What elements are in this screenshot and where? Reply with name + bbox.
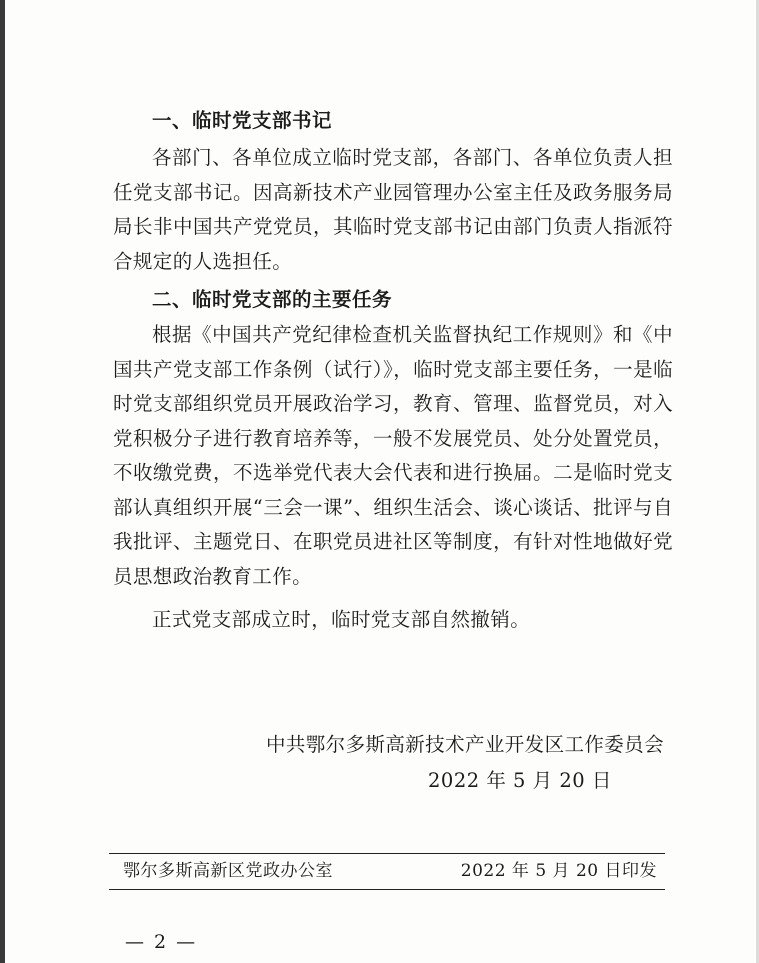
footer-top-rule — [109, 853, 665, 854]
section-heading-1: 一、临时党支部书记 — [152, 109, 333, 132]
section-2-closing-paragraph: 正式党支部成立时，临时党支部自然撤销。 — [152, 608, 531, 631]
section-1-paragraph: 各部门、各单位成立临时党支部，各部门、各单位负责人担任党支部书记。因高新技术产业园管理办公室主任及政务服务局局长非中国共产党党员，其临时党支部书记由部门负责人指派符合规定的人选担任。 — [113, 146, 673, 273]
document-page — [5, 0, 759, 963]
signature-organization: 中共鄂尔多斯高新技术产业开发区工作委员会 — [265, 733, 664, 756]
section-heading-2: 二、临时党支部的主要任务 — [152, 288, 393, 311]
footer-bottom-rule — [109, 889, 665, 890]
page-number: — 2 — — [125, 931, 198, 953]
footer-issuing-office: 鄂尔多斯高新区党政办公室 — [123, 861, 333, 881]
signature-date: 2022 年 5 月 20 日 — [428, 769, 612, 792]
section-2-paragraph: 根据《中国共产党纪律检查机关监督执纪工作规则》和《中国共产党支部工作条例（试行）》，临时党支部主要任务，一是临时党支部组织党员开展政治学习，教育、管理、监督党员，对入党积极分子进行教育培养等，一般不发展党员、处分处置党员，不收缴党费，不选举党代表大会代表和进行换届。二是临时党支部认真组织开展“三会一课”、组织生活会、谈心谈话、批评与自我批评、主题党日、在职党员进社区等制度，有针对性地做好党员思想政治教育工作。 — [113, 323, 673, 588]
footer-print-date: 2022 年 5 月 20 日印发 — [460, 861, 657, 881]
